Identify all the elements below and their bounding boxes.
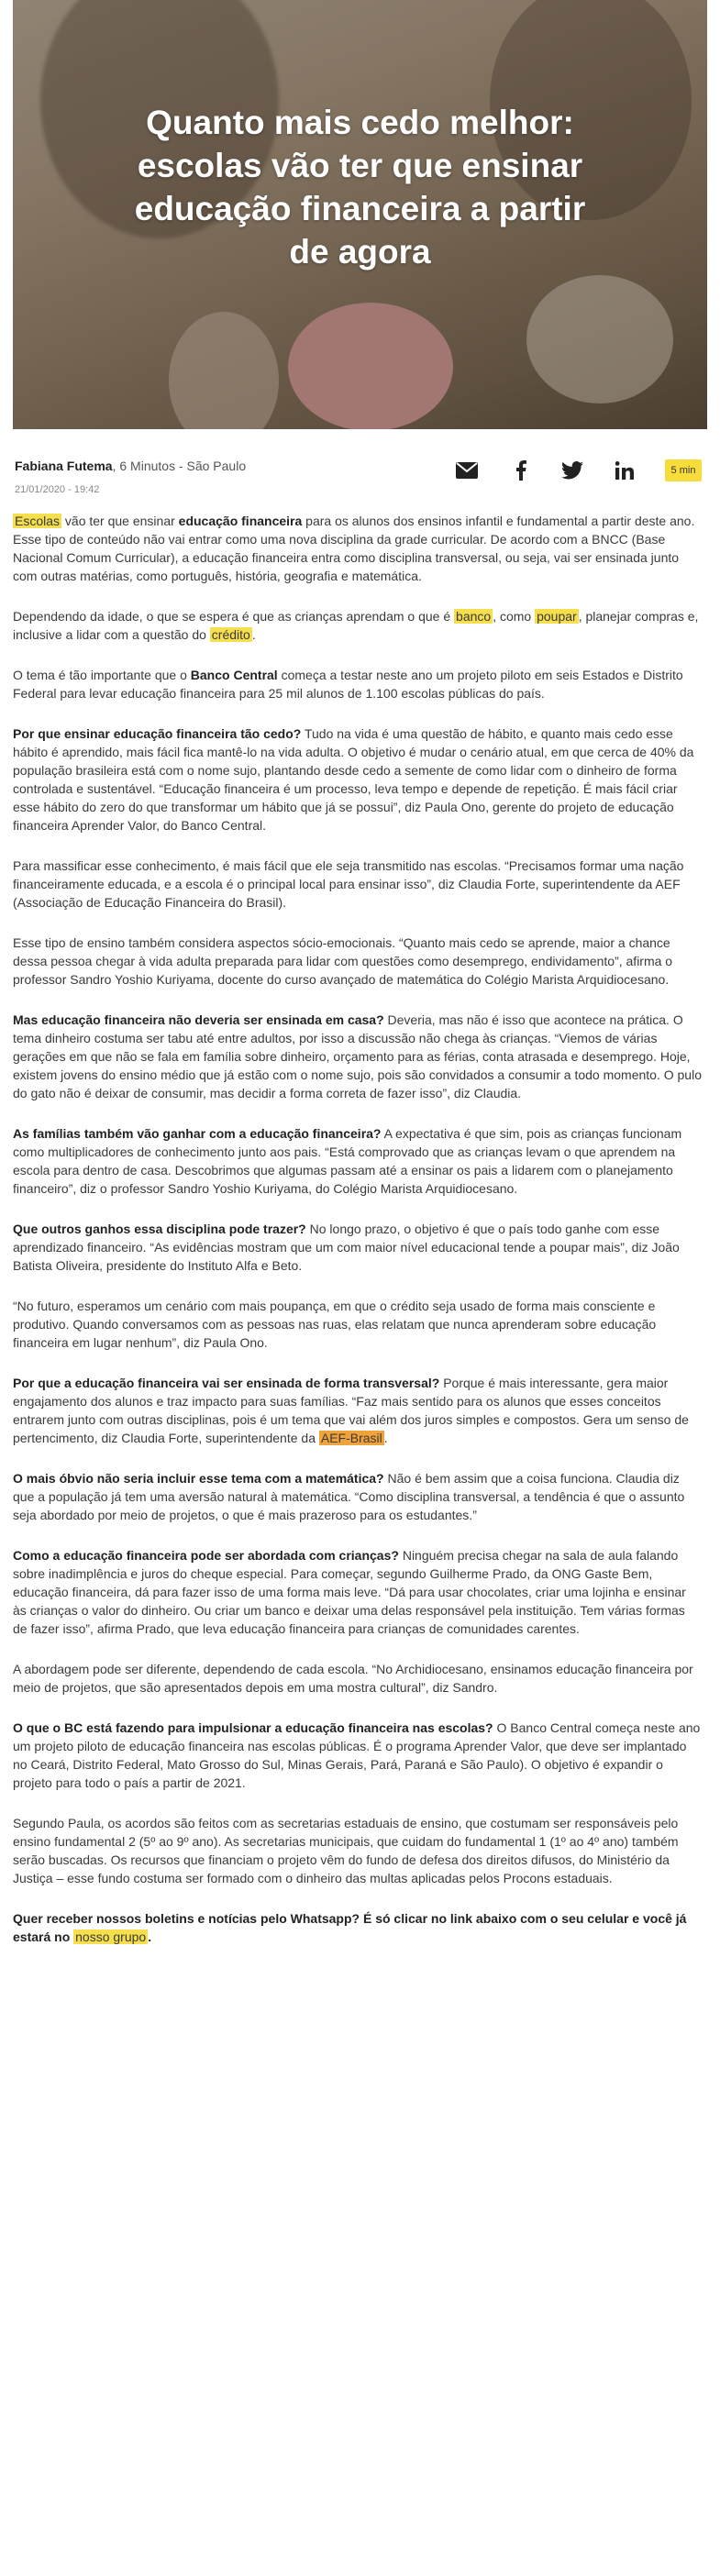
byline-details: , 6 Minutos - São Paulo xyxy=(112,459,247,473)
paragraph xyxy=(13,1719,702,1792)
read-time-badge: 5 min xyxy=(665,459,702,481)
paragraph: Segundo Paula, os acordos são feitos com as secretarias estaduais de ensino, que costumam ser responsáveis pelo ensino fundamental 2 (5º ao 9º ano). As secretarias municipais, que cuidam do fundamental 1 (1º ao 4º ano) também serão buscadas. Os recursos que financiam o projeto vêm do fundo de defesa dos direitos difusos, do Ministério da Justiça – esse fundo costuma ser formado com o dinheiro das multas aplicadas pelos Procons estaduais. xyxy=(13,1816,679,1885)
question-heading: Por que ensinar educação financeira tão cedo? xyxy=(13,726,302,741)
text: para os alunos dos ensinos infantil e fundamental a partir deste ano. Esse tipo de conteúdo não vai entrar como uma nova disciplina da grade curricular. De acordo com a BNCC (Base Nacional Comum Curricular), a educação financeira entra como disciplina transversal, ou seja, vai ser ensinada junto com outras matérias, como português, história, geografia e matemática. xyxy=(13,514,695,583)
text: O tema é tão importante que o xyxy=(13,668,191,682)
question-heading: Por que a educação financeira vai ser ensinada de forma transversal? xyxy=(13,1376,440,1390)
email-icon xyxy=(456,462,478,479)
publish-date: 21/01/2020 - 19:42 xyxy=(15,484,100,495)
text: A expectativa é que sim, pois as crianças funcionam como multiplicadores de conhecimento junto aos pais. “Está comprovado que as crianças levam o que aprendem na escola para dentro de casa. Descobrimos que algumas passam até a ensinar os pais a lidarem com o planejamento financeiro”, diz o professor Sandro Yoshio Kuriyama, do Colégio Marista Arquidiocesano. xyxy=(13,1126,682,1196)
paragraph xyxy=(13,1011,702,1102)
author-link[interactable]: Fabiana Futema xyxy=(15,459,113,473)
article-body xyxy=(0,512,720,1946)
facebook-share-button[interactable] xyxy=(510,459,532,482)
text: Dependendo da idade, o que se espera é que as crianças aprendam o que é xyxy=(13,609,455,624)
keyword-link[interactable]: Escolas xyxy=(15,514,61,528)
keyword-link[interactable]: poupar xyxy=(537,609,577,624)
linkedin-share-button[interactable] xyxy=(613,459,637,482)
question-heading: As famílias também vão ganhar com a educação financeira? xyxy=(13,1126,382,1141)
byline xyxy=(15,459,246,473)
paragraph xyxy=(13,1220,702,1275)
paragraph xyxy=(13,607,702,644)
whatsapp-cta: Quer receber nossos boletins e notícias pelo Whatsapp? É só clicar no link abaixo com o seu celular e você já estará no xyxy=(13,1911,687,1944)
text: começa a testar neste ano um projeto piloto em seis Estados e Distrito Federal para levar educação financeira para 25 mil alunos de 1.100 escolas públicas do país. xyxy=(13,668,683,701)
text: Tudo na vida é uma questão de hábito, e quanto mais cedo esse hábito é aprendido, mais fácil fica mantê-lo na vida adulta. O objetivo é mudar o cenário atual, em que cerca de 40% da população brasileira está com o nome sujo, plantando desde cedo a semente de como lidar com o dinheiro de forma controlada e sustentável. “Educação financeira é um processo, leva tempo e depende de repetição. É mais fácil criar esse hábito do zero do que transformar um hábito que já se possui”, diz Paula Ono, gerente do projeto de educação financeira Aprender Valor, do Banco Central. xyxy=(13,726,694,833)
text: O Banco Central começa neste ano um projeto piloto de educação financeira nas escolas públicas. É o programa Aprender Valor, que deve ser implantado no Ceará, Distrito Federal, Mato Grosso do Sul, Minas Gerais, Pará, Paraná e São Paulo). O objetivo é expandir o projeto para todo o país a partir de 2021. xyxy=(13,1720,701,1790)
question-heading: O mais óbvio não seria incluir esse tema com a matemática? xyxy=(13,1471,384,1486)
keyword-link[interactable]: AEF-Brasil xyxy=(320,1431,382,1445)
text: Ninguém precisa chegar na sala de aula falando sobre inadimplência e juros do cheque especial. Para começar, segundo Guilherme Prado, da ONG Gaste Bem, educação financeira, dá para fazer isso de uma forma mais leve. “Dá para usar chocolates, criar uma lojinha e ensinar às crianças o valor do dinheiro. Ou criar um banco e deixar uma delas responsável pela instituição. Tem várias formas de fazer isso”, afirma Prado, que leva educação financeira para crianças de comunidades carentes. xyxy=(13,1548,686,1636)
text: . xyxy=(251,627,256,642)
paragraph xyxy=(13,1469,702,1524)
text: , planejar compras e, inclusive a lidar com a questão do xyxy=(13,609,699,642)
bold-text: educação financeira xyxy=(178,514,303,528)
hero-image xyxy=(13,0,707,429)
paragraph xyxy=(13,1124,702,1198)
paragraph xyxy=(13,512,702,585)
text: . xyxy=(383,1431,388,1445)
paragraph xyxy=(13,666,702,702)
question-heading: O que o BC está fazendo para impulsionar a educação financeira nas escolas? xyxy=(13,1720,493,1735)
paragraph xyxy=(13,724,702,835)
paragraph xyxy=(13,1546,702,1638)
text: Não é bem assim que a coisa funciona. Claudia diz que a população já tem uma aversão natural à matemática. “Como disciplina transversal, a tendência é que o assunto seja abordado por meio de projetos, o que é mais prazeroso para os estudantes.” xyxy=(13,1471,685,1522)
email-share-button[interactable] xyxy=(454,459,480,482)
text: vão ter que ensinar xyxy=(61,514,179,528)
whatsapp-group-link[interactable]: nosso grupo xyxy=(75,1929,147,1944)
paragraph xyxy=(13,1909,702,1946)
paragraph: Esse tipo de ensino também considera aspectos sócio-emocionais. “Quanto mais cedo se aprende, maior a chance dessa pessoa chegar à vida adulta preparada para lidar com questões como desemprego, endividamento”, afirma o professor Sandro Yoshio Kuriyama, docente do curso avançado de matemática do Colégio Marista Arquidiocesano. xyxy=(13,935,673,987)
twitter-share-button[interactable] xyxy=(559,459,585,482)
paragraph xyxy=(13,1374,702,1447)
bold-text: . xyxy=(148,1929,152,1944)
text: , como xyxy=(493,609,536,624)
text: Porque é mais interessante, gera maior engajamento dos alunos e traz impacto para suas famílias. “Faz mais sentido para os alunos que esses conceitos entrarem junto com outras disciplinas, pois é um tema que vai além dos juros simples e compostos. Gera um senso de pertencimento, diz Claudia Forte, superintendente da xyxy=(13,1376,689,1445)
text: No longo prazo, o objetivo é que o país todo ganhe com esse aprendizado financeiro. “As evidências mostram que um com maior nível educacional tende a poupar mais”, diz João Batista Oliveira, presidente do Instituto Alfa e Beto. xyxy=(13,1222,680,1273)
paragraph: Para massificar esse conhecimento, é mais fácil que ele seja transmitido nas escolas. “Precisamos formar uma nação financeiramente educada, e a escola é o principal local para ensinar isso”, diz Claudia Forte, superintendente da AEF (Associação de Educação Financeira do Brasil). xyxy=(13,858,684,910)
keyword-link[interactable]: banco xyxy=(456,609,492,624)
facebook-icon xyxy=(515,460,526,481)
text: Deveria, mas não é isso que acontece na prática. O tema dinheiro costuma ser tabu até entre adultos, por isso a discussão não chega às crianças. “Viemos de várias gerações em que não se fala em família sobre dinheiro, orçamento para as férias, conta atrasada e desemprego. Hoje, existem jovens do ensino médio que já estão com o nome sujo, pois são convidados a consumir a todo momento. O pulo do gato não é deixar de consumir, mas decidir a forma correta de fazer isso”, diz Claudia. xyxy=(13,1012,702,1100)
question-heading: Como a educação financeira pode ser abordada com crianças? xyxy=(13,1548,399,1563)
article-title: Quanto mais cedo melhor: escolas vão ter que ensinar educação financeira a partir de agora xyxy=(134,104,586,271)
paragraph: “No futuro, esperamos um cenário com mais poupança, em que o crédito seja usado de forma mais consciente e produtivo. Quando conversamos com as pessoas nas ruas, elas relatam que nunca aprenderam sobre educação financeira em lugar nenhum”, diz Paula Ono. xyxy=(13,1299,657,1350)
twitter-icon xyxy=(561,461,583,480)
keyword-link[interactable]: crédito xyxy=(211,627,250,642)
question-heading: Que outros ganhos essa disciplina pode trazer? xyxy=(13,1222,306,1236)
question-heading: Mas educação financeira não deveria ser ensinada em casa? xyxy=(13,1012,384,1027)
paragraph: A abordagem pode ser diferente, dependendo de cada escola. “No Archidiocesano, ensinamos educação financeira por meio de projetos, que são apresentados depois em uma mostra cultural”, diz Sandro. xyxy=(13,1662,693,1695)
linkedin-icon xyxy=(615,461,634,480)
bold-text: Banco Central xyxy=(190,668,278,682)
article-meta xyxy=(13,429,707,512)
